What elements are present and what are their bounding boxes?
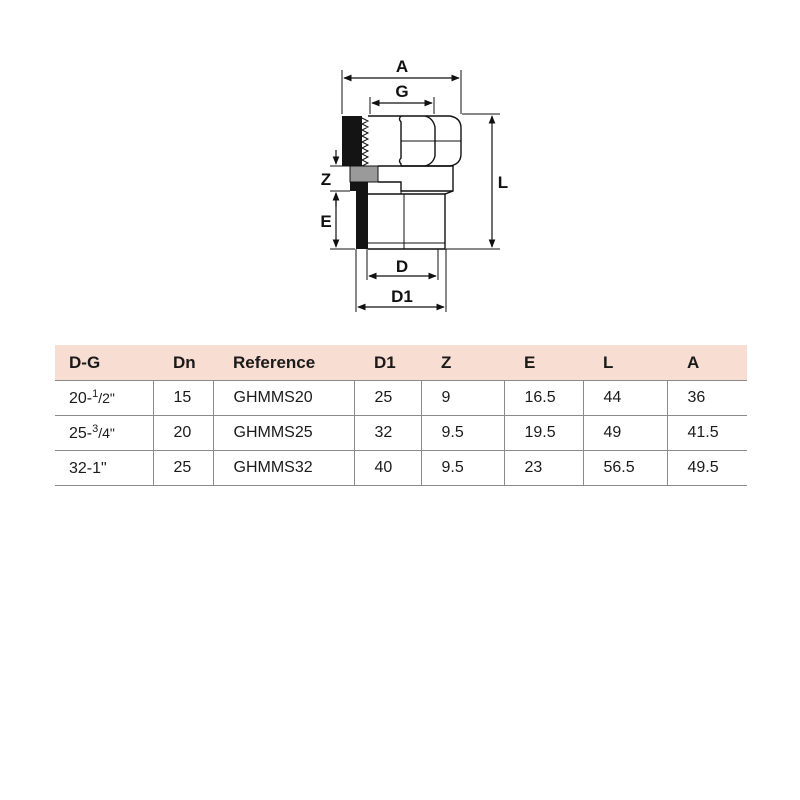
dim-label-l: L xyxy=(497,173,509,192)
cell-reference: GHMMS20 xyxy=(213,381,354,416)
cell-d1: 40 xyxy=(354,451,421,486)
header-d1: D1 xyxy=(354,345,421,381)
fitting-technical-drawing xyxy=(300,48,520,328)
cell-e: 16.5 xyxy=(504,381,583,416)
cell-e: 19.5 xyxy=(504,416,583,451)
cell-reference: GHMMS25 xyxy=(213,416,354,451)
header-a: A xyxy=(667,345,747,381)
dim-label-g: G xyxy=(395,82,409,101)
table-header-row xyxy=(55,345,747,381)
cell-dn: 15 xyxy=(153,381,213,416)
cell-dn: 20 xyxy=(153,416,213,451)
header-z: Z xyxy=(421,345,504,381)
cell-z: 9.5 xyxy=(421,451,504,486)
cell-l: 49 xyxy=(583,416,667,451)
header-l: L xyxy=(583,345,667,381)
header-reference: Reference xyxy=(213,345,354,381)
cell-dg: 20-$^1$/2" xyxy=(55,381,153,416)
cell-l: 44 xyxy=(583,381,667,416)
dim-label-z: Z xyxy=(320,170,332,189)
cell-z: 9 xyxy=(421,381,504,416)
cell-reference: GHMMS32 xyxy=(213,451,354,486)
cell-dn: 25 xyxy=(153,451,213,486)
header-dg: D-G xyxy=(55,345,153,381)
table-row xyxy=(55,416,747,451)
header-e: E xyxy=(504,345,583,381)
cell-dg: 32-1" xyxy=(55,451,153,486)
dim-label-d: D xyxy=(395,257,409,276)
cell-a: 41.5 xyxy=(667,416,747,451)
dim-label-d1: D1 xyxy=(391,287,413,306)
cell-d1: 25 xyxy=(354,381,421,416)
dim-label-e: E xyxy=(320,212,332,231)
cell-dg: 25-$^3$/4" xyxy=(55,416,153,451)
fitting-body xyxy=(342,116,461,249)
cell-a: 36 xyxy=(667,381,747,416)
cell-a: 49.5 xyxy=(667,451,747,486)
dimensions-table xyxy=(55,345,747,486)
dim-label-a: A xyxy=(395,57,409,76)
cell-d1: 32 xyxy=(354,416,421,451)
cell-e: 23 xyxy=(504,451,583,486)
cell-z: 9.5 xyxy=(421,416,504,451)
table-row xyxy=(55,381,747,416)
header-dn: Dn xyxy=(153,345,213,381)
table-row xyxy=(55,451,747,486)
cell-l: 56.5 xyxy=(583,451,667,486)
